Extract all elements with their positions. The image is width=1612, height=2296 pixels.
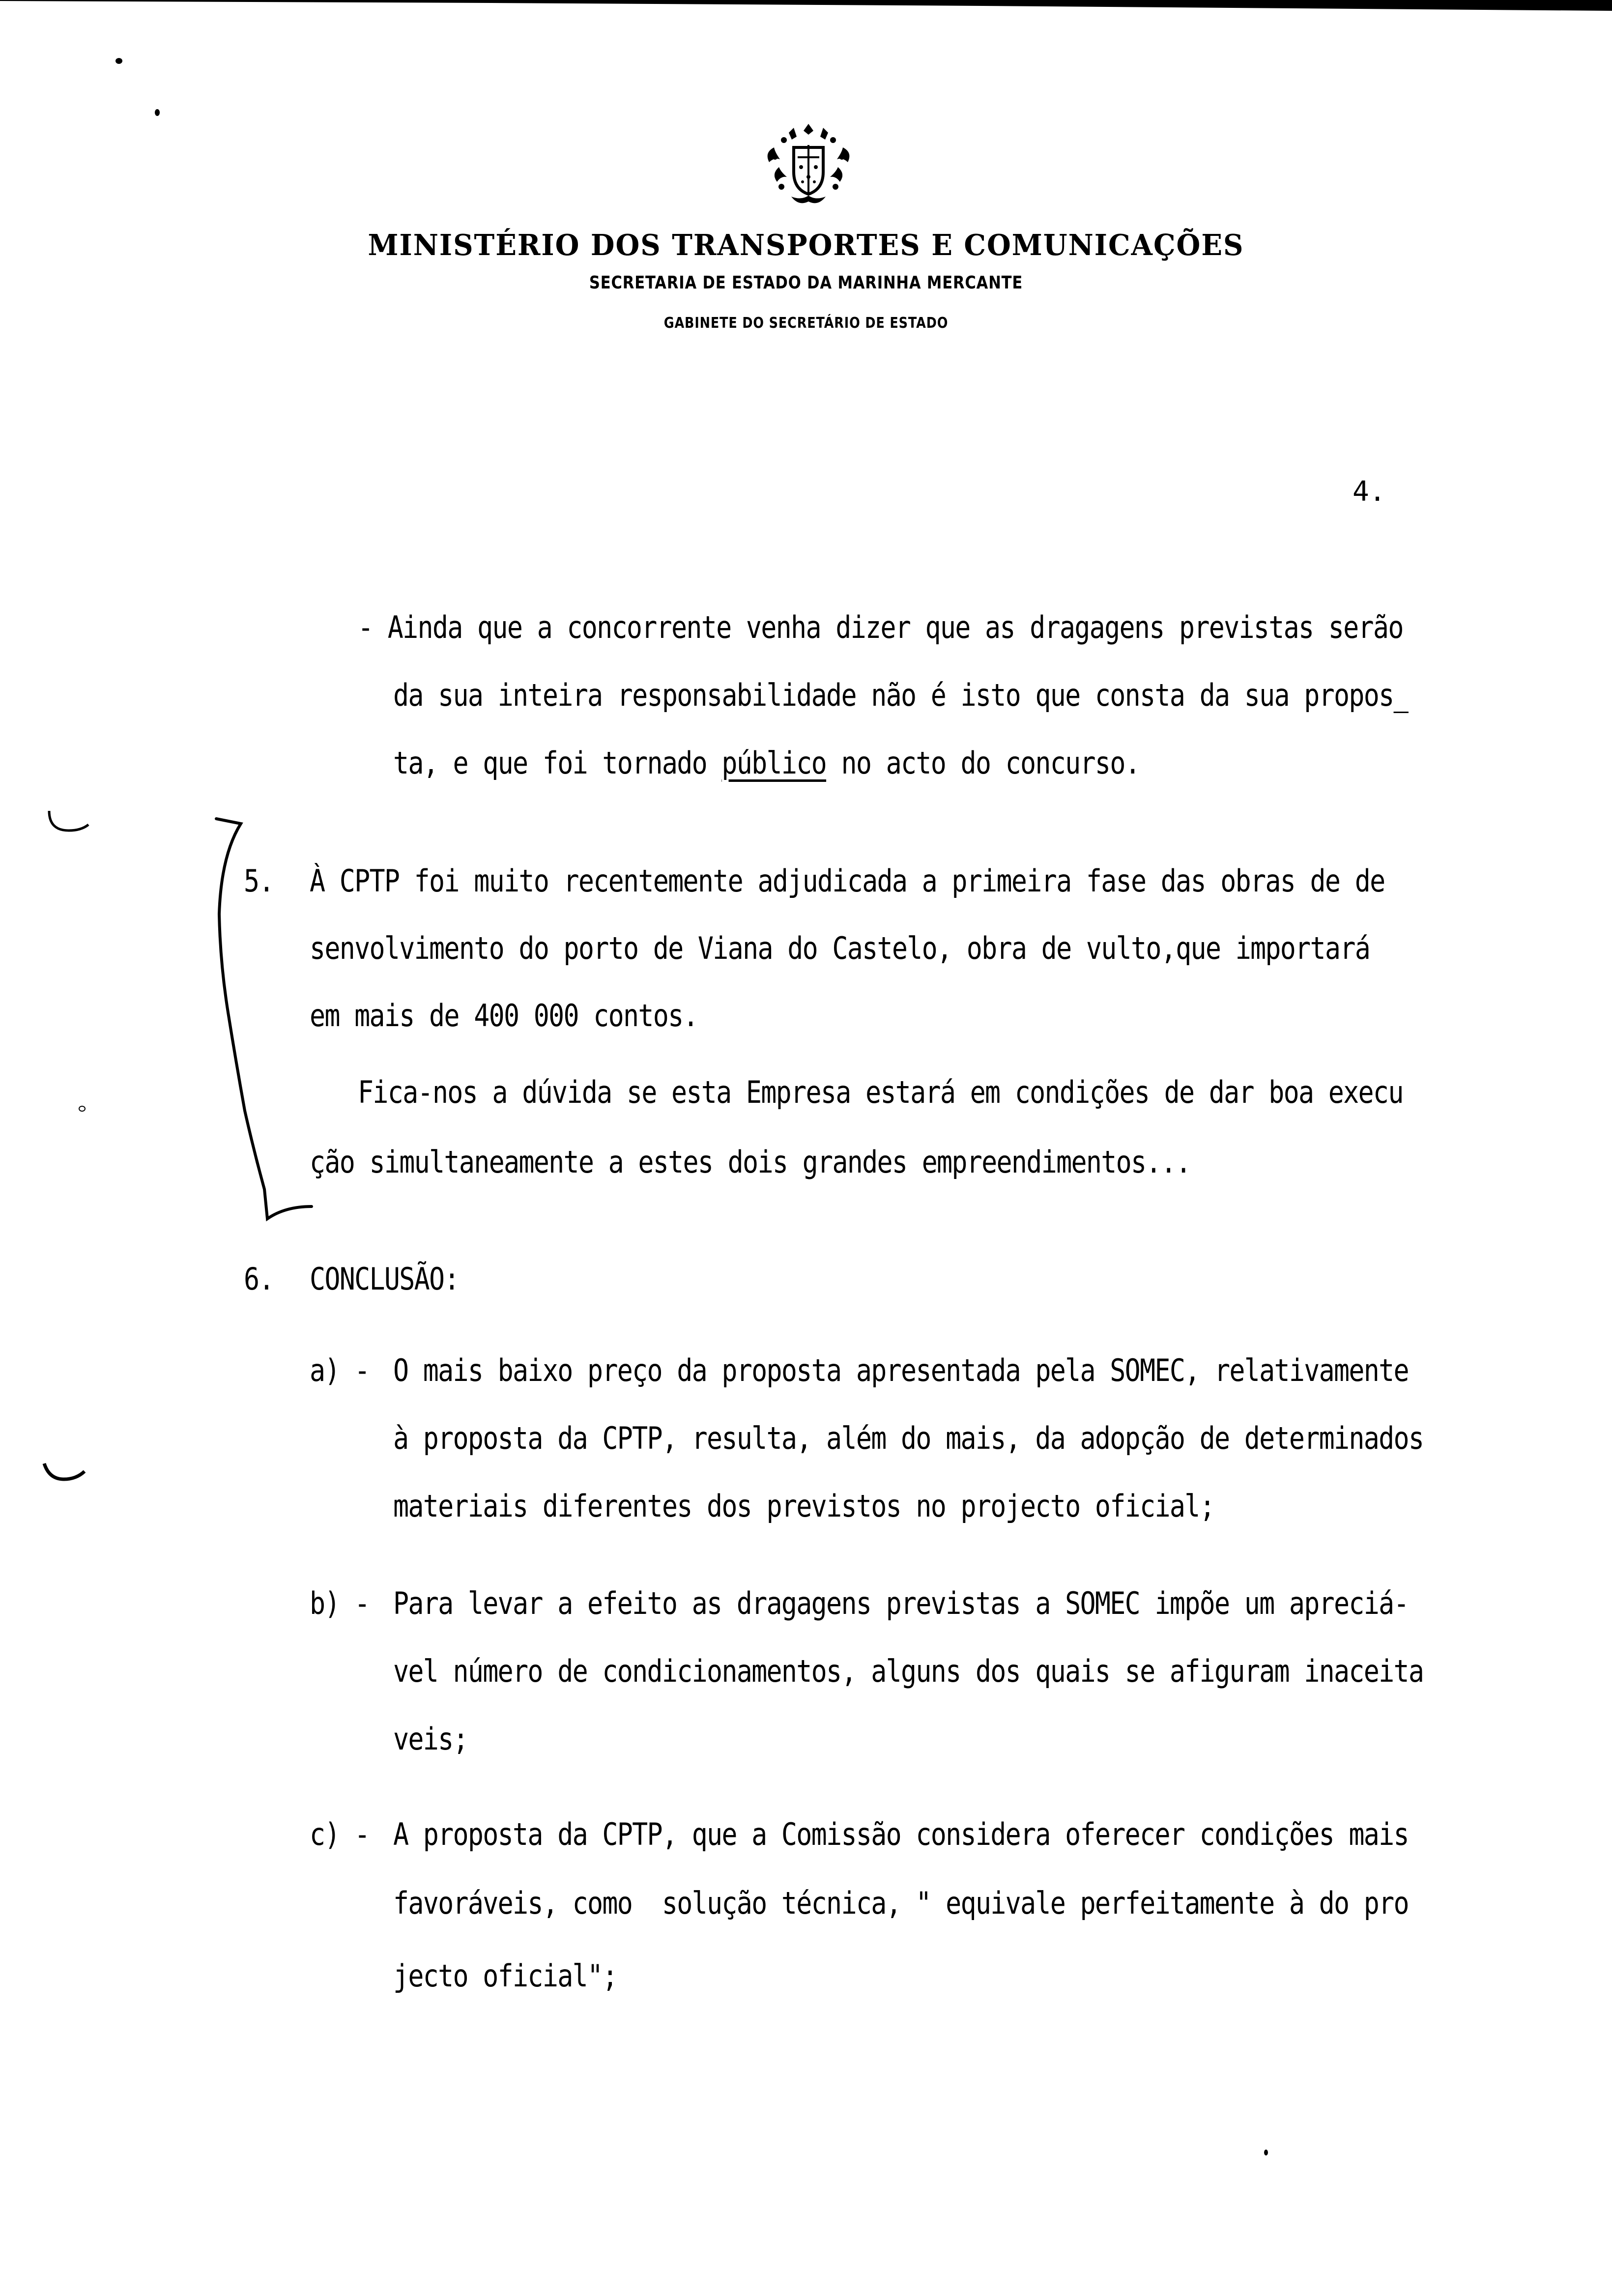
scan-edge-line bbox=[0, 0, 1612, 20]
margin-curve-mark bbox=[39, 1460, 98, 1489]
item-label: a) - bbox=[310, 1352, 370, 1388]
text-line: à proposta da CPTP, resulta, além do mais, da adopção de determinados bbox=[393, 1420, 1424, 1456]
scan-speck bbox=[155, 109, 160, 116]
text-line: Fica-nos a dúvida se esta Empresa estará em condições de dar boa execu bbox=[358, 1074, 1403, 1110]
section-heading: CONCLUSÃO: bbox=[310, 1261, 459, 1297]
text-line bbox=[393, 677, 1409, 713]
text-line-content: da sua inteira responsabilidade não é isto que consta da sua propos bbox=[393, 677, 1394, 713]
scan-speck bbox=[79, 1106, 86, 1112]
secretaria-subtitle: SECRETARIA DE ESTADO DA MARINHA MERCANTE bbox=[589, 273, 1023, 293]
section-number: 6. bbox=[244, 1261, 274, 1297]
ministry-title: MINISTÉRIO DOS TRANSPORTES E COMUNICAÇÕES bbox=[368, 228, 1244, 262]
item-label: c) - bbox=[310, 1816, 370, 1852]
text-line: - Ainda que a concorrente venha dizer que as dragagens previstas serão bbox=[358, 609, 1403, 645]
text-line: em mais de 400 000 contos. bbox=[310, 998, 698, 1033]
text-line bbox=[310, 863, 1384, 899]
text-line-content: À CPTP foi muito recentemente adjudicada a primeira fase das obras de de bbox=[310, 863, 1385, 899]
item-label: b) - bbox=[310, 1585, 370, 1621]
underlined-word: público bbox=[721, 745, 827, 781]
text-line: Para levar a efeito as dragagens previstas a SOMEC impõe um apreciá- bbox=[393, 1585, 1409, 1621]
handwritten-bracket-mark bbox=[206, 806, 334, 1248]
hyphen-underline-mark bbox=[1394, 677, 1409, 713]
text-line: A proposta da CPTP, que a Comissão considera oferecer condições mais bbox=[393, 1816, 1409, 1852]
gabinete-subtitle: GABINETE DO SECRETÁRIO DE ESTADO bbox=[663, 315, 949, 332]
text-line: ção simultaneamente a estes dois grandes empreendimentos... bbox=[310, 1144, 1191, 1180]
text-line-with-underline bbox=[393, 745, 1140, 781]
text-line: vel número de condicionamentos, alguns dos quais se afiguram inaceita bbox=[393, 1653, 1424, 1689]
scan-speck bbox=[115, 58, 122, 64]
coat-of-arms-icon bbox=[745, 118, 872, 216]
text-line: favoráveis, como solução técnica, " equivale perfeitamente à do pro bbox=[393, 1885, 1409, 1921]
text-segment: ta, e que foi tornado bbox=[393, 745, 722, 781]
text-line: veis; bbox=[393, 1721, 468, 1757]
text-line: senvolvimento do porto de Viana do Castelo, obra de vulto,que importará bbox=[310, 930, 1370, 966]
text-line: jecto oficial"; bbox=[393, 1958, 617, 1994]
scan-speck bbox=[1264, 2150, 1268, 2155]
text-segment: no acto do concurso. bbox=[826, 745, 1140, 781]
page-number: 4. bbox=[1353, 476, 1386, 508]
text-line: O mais baixo preço da proposta apresentada pela SOMEC, relativamente bbox=[393, 1352, 1409, 1388]
section-number: 5. bbox=[244, 863, 274, 899]
margin-curve-mark bbox=[39, 806, 98, 845]
text-line: materiais diferentes dos previstos no projecto oficial; bbox=[393, 1488, 1214, 1524]
